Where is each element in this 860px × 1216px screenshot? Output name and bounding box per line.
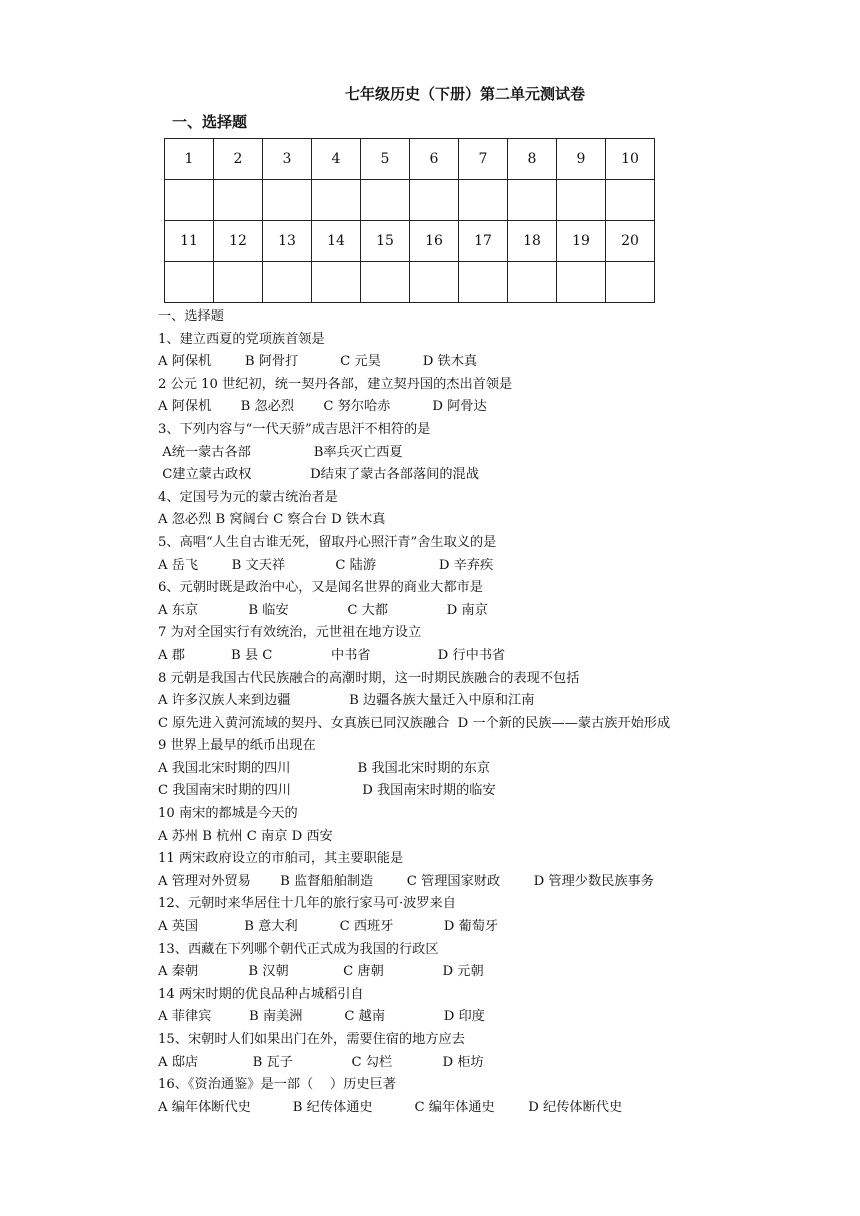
question-text: 8 元朝是我国古代民族融合的高潮时期，这一时期民族融合的表现不包括 xyxy=(158,670,580,686)
answer-cell[interactable] xyxy=(165,262,214,303)
answer-cell[interactable] xyxy=(606,262,655,303)
answer-cell[interactable] xyxy=(508,180,557,221)
number-row xyxy=(165,221,655,262)
question-text: 13、西藏在下列哪个朝代正式成为我国的行政区 xyxy=(158,941,439,957)
answer-cell[interactable] xyxy=(508,262,557,303)
answer-cell[interactable] xyxy=(263,262,312,303)
answer-cell[interactable] xyxy=(312,262,361,303)
grid-number-cell: 10 xyxy=(606,139,655,180)
question-options: A 我国北宋时期的四川 B 我国北宋时期的东京 xyxy=(158,760,491,776)
answer-cell[interactable] xyxy=(557,262,606,303)
answer-cell[interactable] xyxy=(606,180,655,221)
grid-number-cell: 11 xyxy=(165,221,214,262)
page-title: 七年级历史（下册）第二单元测试卷 xyxy=(344,85,585,103)
question-options: A 苏州 B 杭州 C 南京 D 西安 xyxy=(158,828,333,844)
number-row xyxy=(165,139,655,180)
answer-cell[interactable] xyxy=(312,180,361,221)
grid-number-cell: 15 xyxy=(361,221,410,262)
answer-cell[interactable] xyxy=(361,262,410,303)
section-heading: 一、选择题 xyxy=(172,113,248,131)
answer-cell[interactable] xyxy=(410,262,459,303)
question-text: 5、高唱“人生自古谁无死，留取丹心照汗青”舍生取义的是 xyxy=(158,534,497,550)
grid-number-cell: 3 xyxy=(263,139,312,180)
grid-number-cell: 2 xyxy=(214,139,263,180)
question-options: C建立蒙古政权 D结束了蒙古各部落间的混战 xyxy=(158,467,479,483)
answer-row xyxy=(165,262,655,303)
question-options: A 东京 B 临安 C 大都 D 南京 xyxy=(158,602,488,618)
grid-number-cell: 1 xyxy=(165,139,214,180)
question-options: A 管理对外贸易 B 监督船舶制造 C 管理国家财政 D 管理少数民族事务 xyxy=(158,873,654,889)
answer-cell[interactable] xyxy=(459,180,508,221)
grid-number-cell: 17 xyxy=(459,221,508,262)
question-text: 3、下列内容与“一代天骄”成吉思汗不相符的是 xyxy=(158,421,431,437)
answer-cell[interactable] xyxy=(557,180,606,221)
question-options: A 菲律宾 B 南美洲 C 越南 D 印度 xyxy=(158,1009,485,1025)
question-text: 12、元朝时来华居住十几年的旅行家马可·波罗来自 xyxy=(158,896,456,912)
grid-number-cell: 9 xyxy=(557,139,606,180)
grid-number-cell: 16 xyxy=(410,221,459,262)
grid-number-cell: 14 xyxy=(312,221,361,262)
grid-number-cell: 5 xyxy=(361,139,410,180)
grid-number-cell: 7 xyxy=(459,139,508,180)
question-text: 16、《资治通鉴》是一部（ ）历史巨著 xyxy=(158,1077,396,1093)
grid-number-cell: 8 xyxy=(508,139,557,180)
grid-number-cell: 13 xyxy=(263,221,312,262)
question-options: A 郡 B 县 C 中书省 D 行中书省 xyxy=(158,647,506,663)
answer-cell[interactable] xyxy=(214,180,263,221)
section-label: 一、选择题 xyxy=(158,309,224,324)
answer-cell[interactable] xyxy=(410,180,459,221)
answer-row xyxy=(165,180,655,221)
grid-number-cell: 4 xyxy=(312,139,361,180)
grid-number-cell: 18 xyxy=(508,221,557,262)
grid-number-cell: 12 xyxy=(214,221,263,262)
question-options: A 忽必烈 B 窝阔台 C 察合台 D 铁木真 xyxy=(158,512,386,528)
answer-grid xyxy=(164,138,655,303)
question-options: A 英国 B 意大利 C 西班牙 D 葡萄牙 xyxy=(158,919,499,935)
question-text: 6、元朝时既是政治中心，又是闻名世界的商业大都市是 xyxy=(158,580,483,596)
question-options: A 许多汉族人来到边疆 B 边疆各族大量迁入中原和江南 xyxy=(158,693,535,709)
question-text: 2 公元 10 世纪初，统一契丹各部，建立契丹国的杰出首领是 xyxy=(158,376,513,392)
question-options: A 编年体断代史 B 纪传体通史 C 编年体通史 D 纪传体断代史 xyxy=(158,1099,623,1115)
question-text: 1、建立西夏的党项族首领是 xyxy=(158,331,325,347)
question-text: 4、定国号为元的蒙古统治者是 xyxy=(158,489,338,505)
question-options: A 阿保机 B 阿骨打 C 元昊 D 铁木真 xyxy=(158,354,478,370)
question-text: 9 世界上最早的纸币出现在 xyxy=(158,738,316,754)
answer-cell[interactable] xyxy=(361,180,410,221)
question-text: 10 南宋的都城是今天的 xyxy=(158,806,298,822)
question-options: A统一蒙古各部 B率兵灭亡西夏 xyxy=(158,444,403,460)
question-text: 15、宋朝时人们如果出门在外，需要住宿的地方应去 xyxy=(158,1032,465,1047)
answer-cell[interactable] xyxy=(165,180,214,221)
answer-cell[interactable] xyxy=(459,262,508,303)
question-text: 11 两宋政府设立的市舶司，其主要职能是 xyxy=(158,851,404,867)
answer-cell[interactable] xyxy=(214,262,263,303)
grid-number-cell: 20 xyxy=(606,221,655,262)
question-options: A 阿保机 B 忽必烈 C 努尔哈赤 D 阿骨达 xyxy=(158,399,487,415)
answer-cell[interactable] xyxy=(263,180,312,221)
grid-number-cell: 19 xyxy=(557,221,606,262)
question-options: A 秦朝 B 汉朝 C 唐朝 D 元朝 xyxy=(158,964,484,980)
question-options: A 岳飞 B 文天祥 C 陆游 D 辛弃疾 xyxy=(158,557,494,573)
question-options: C 我国南宋时期的四川 D 我国南宋时期的临安 xyxy=(158,783,496,799)
question-options: A 邸店 B 瓦子 C 勾栏 D 柜坊 xyxy=(158,1054,484,1070)
question-list xyxy=(158,306,848,1119)
question-text: 14 两宋时期的优良品种占城稻引自 xyxy=(158,986,364,1002)
grid-number-cell: 6 xyxy=(410,139,459,180)
question-options: C 原先进入黄河流域的契丹、女真族已同汉族融合 D 一个新的民族——蒙古族开始形成 xyxy=(158,715,671,731)
question-text: 7 为对全国实行有效统治，元世祖在地方设立 xyxy=(158,625,422,641)
